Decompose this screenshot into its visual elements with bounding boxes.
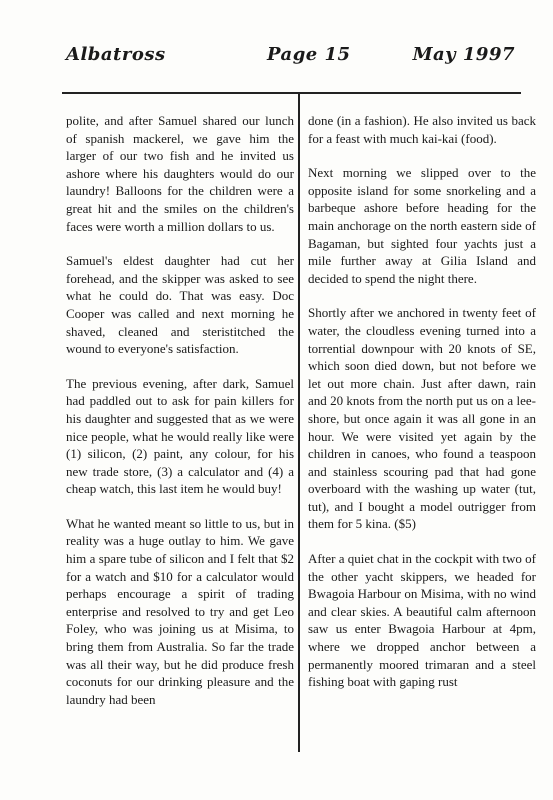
paragraph: What he wanted meant so little to us, but in reality was a huge outlay to him. We gave him a spare tube of silicon and I felt that $2 for a watch and $10 for a calculator would perhaps encourage a spirit of trading enterprise and resolved to try and get Leo Foley, who was joining us at Misima, to bring them from Australia. So far the trade was all their way, but he did produce fresh coconuts for our drinking pleasure and the laundry had been bbox=[66, 515, 294, 707]
issue-date: May 1997 bbox=[412, 44, 515, 65]
newsletter-title: Albatross bbox=[66, 44, 166, 65]
header-rule bbox=[62, 92, 521, 94]
page-header bbox=[62, 44, 519, 74]
paragraph: Shortly after we anchored in twenty feet of water, the cloudless evening turned into a torrential downpour with 20 knots of SE, which soon died down, but not before we let out more chain. Just after dawn, rain and 20 knots from the north put us on a lee-shore, but once again it was all gone in an hour. We were visited yet again by the children in canoes, who found a teaspoon and stainless scouring pad that had gone overboard with the washing up water (tut, tut), and I bought a model outrigger from them for 5 kina. ($5) bbox=[308, 305, 536, 532]
paragraph: polite, and after Samuel shared our lunch of spanish mackerel, we gave him the larger of our two fish and he invited us ashore where his daughters would do our laundry! Balloons for the children were a great hit and the smiles on the children's faces were worth a million dollars to us. bbox=[66, 113, 294, 234]
paragraph: done (in a fashion). He also invited us back for a feast with much kai-kai (food). bbox=[308, 113, 536, 146]
right-column bbox=[308, 112, 536, 708]
paragraph: After a quiet chat in the cockpit with two of the other yacht skippers, we headed for Bwagoia Harbour on Misima, with no wind and clear skies. A beautiful calm afternoon saw us enter Bwagoia Harbour at 4pm, where we dropped anchor between a permanently moored trimaran and a steel fishing boat with gaping rust bbox=[308, 551, 536, 690]
left-column bbox=[66, 112, 294, 725]
column-divider bbox=[298, 92, 300, 752]
paragraph: Next morning we slipped over to the opposite island for some snorkeling and a barbeque ashore before heading for the main anchorage on the north eastern side of Bagaman, but sighted four yachts just a mile further away at Gilia Island and decided to spend the night there. bbox=[308, 165, 536, 286]
page-number: Page 15 bbox=[267, 44, 351, 65]
paragraph: Samuel's eldest daughter had cut her forehead, and the skipper was asked to see what he could do. That was easy. Doc Cooper was called and next morning he shaved, cleaned and steristitched the wound to everyone's satisfaction. bbox=[66, 253, 294, 357]
paragraph: The previous evening, after dark, Samuel had paddled out to ask for pain killers for his daughter and suggested that as we were nice people, what he would really like were (1) silicon, (2) paint, any colour, for his new trade store, (3) a calculator and (4) a cheap watch, this last item he would buy! bbox=[66, 375, 294, 497]
